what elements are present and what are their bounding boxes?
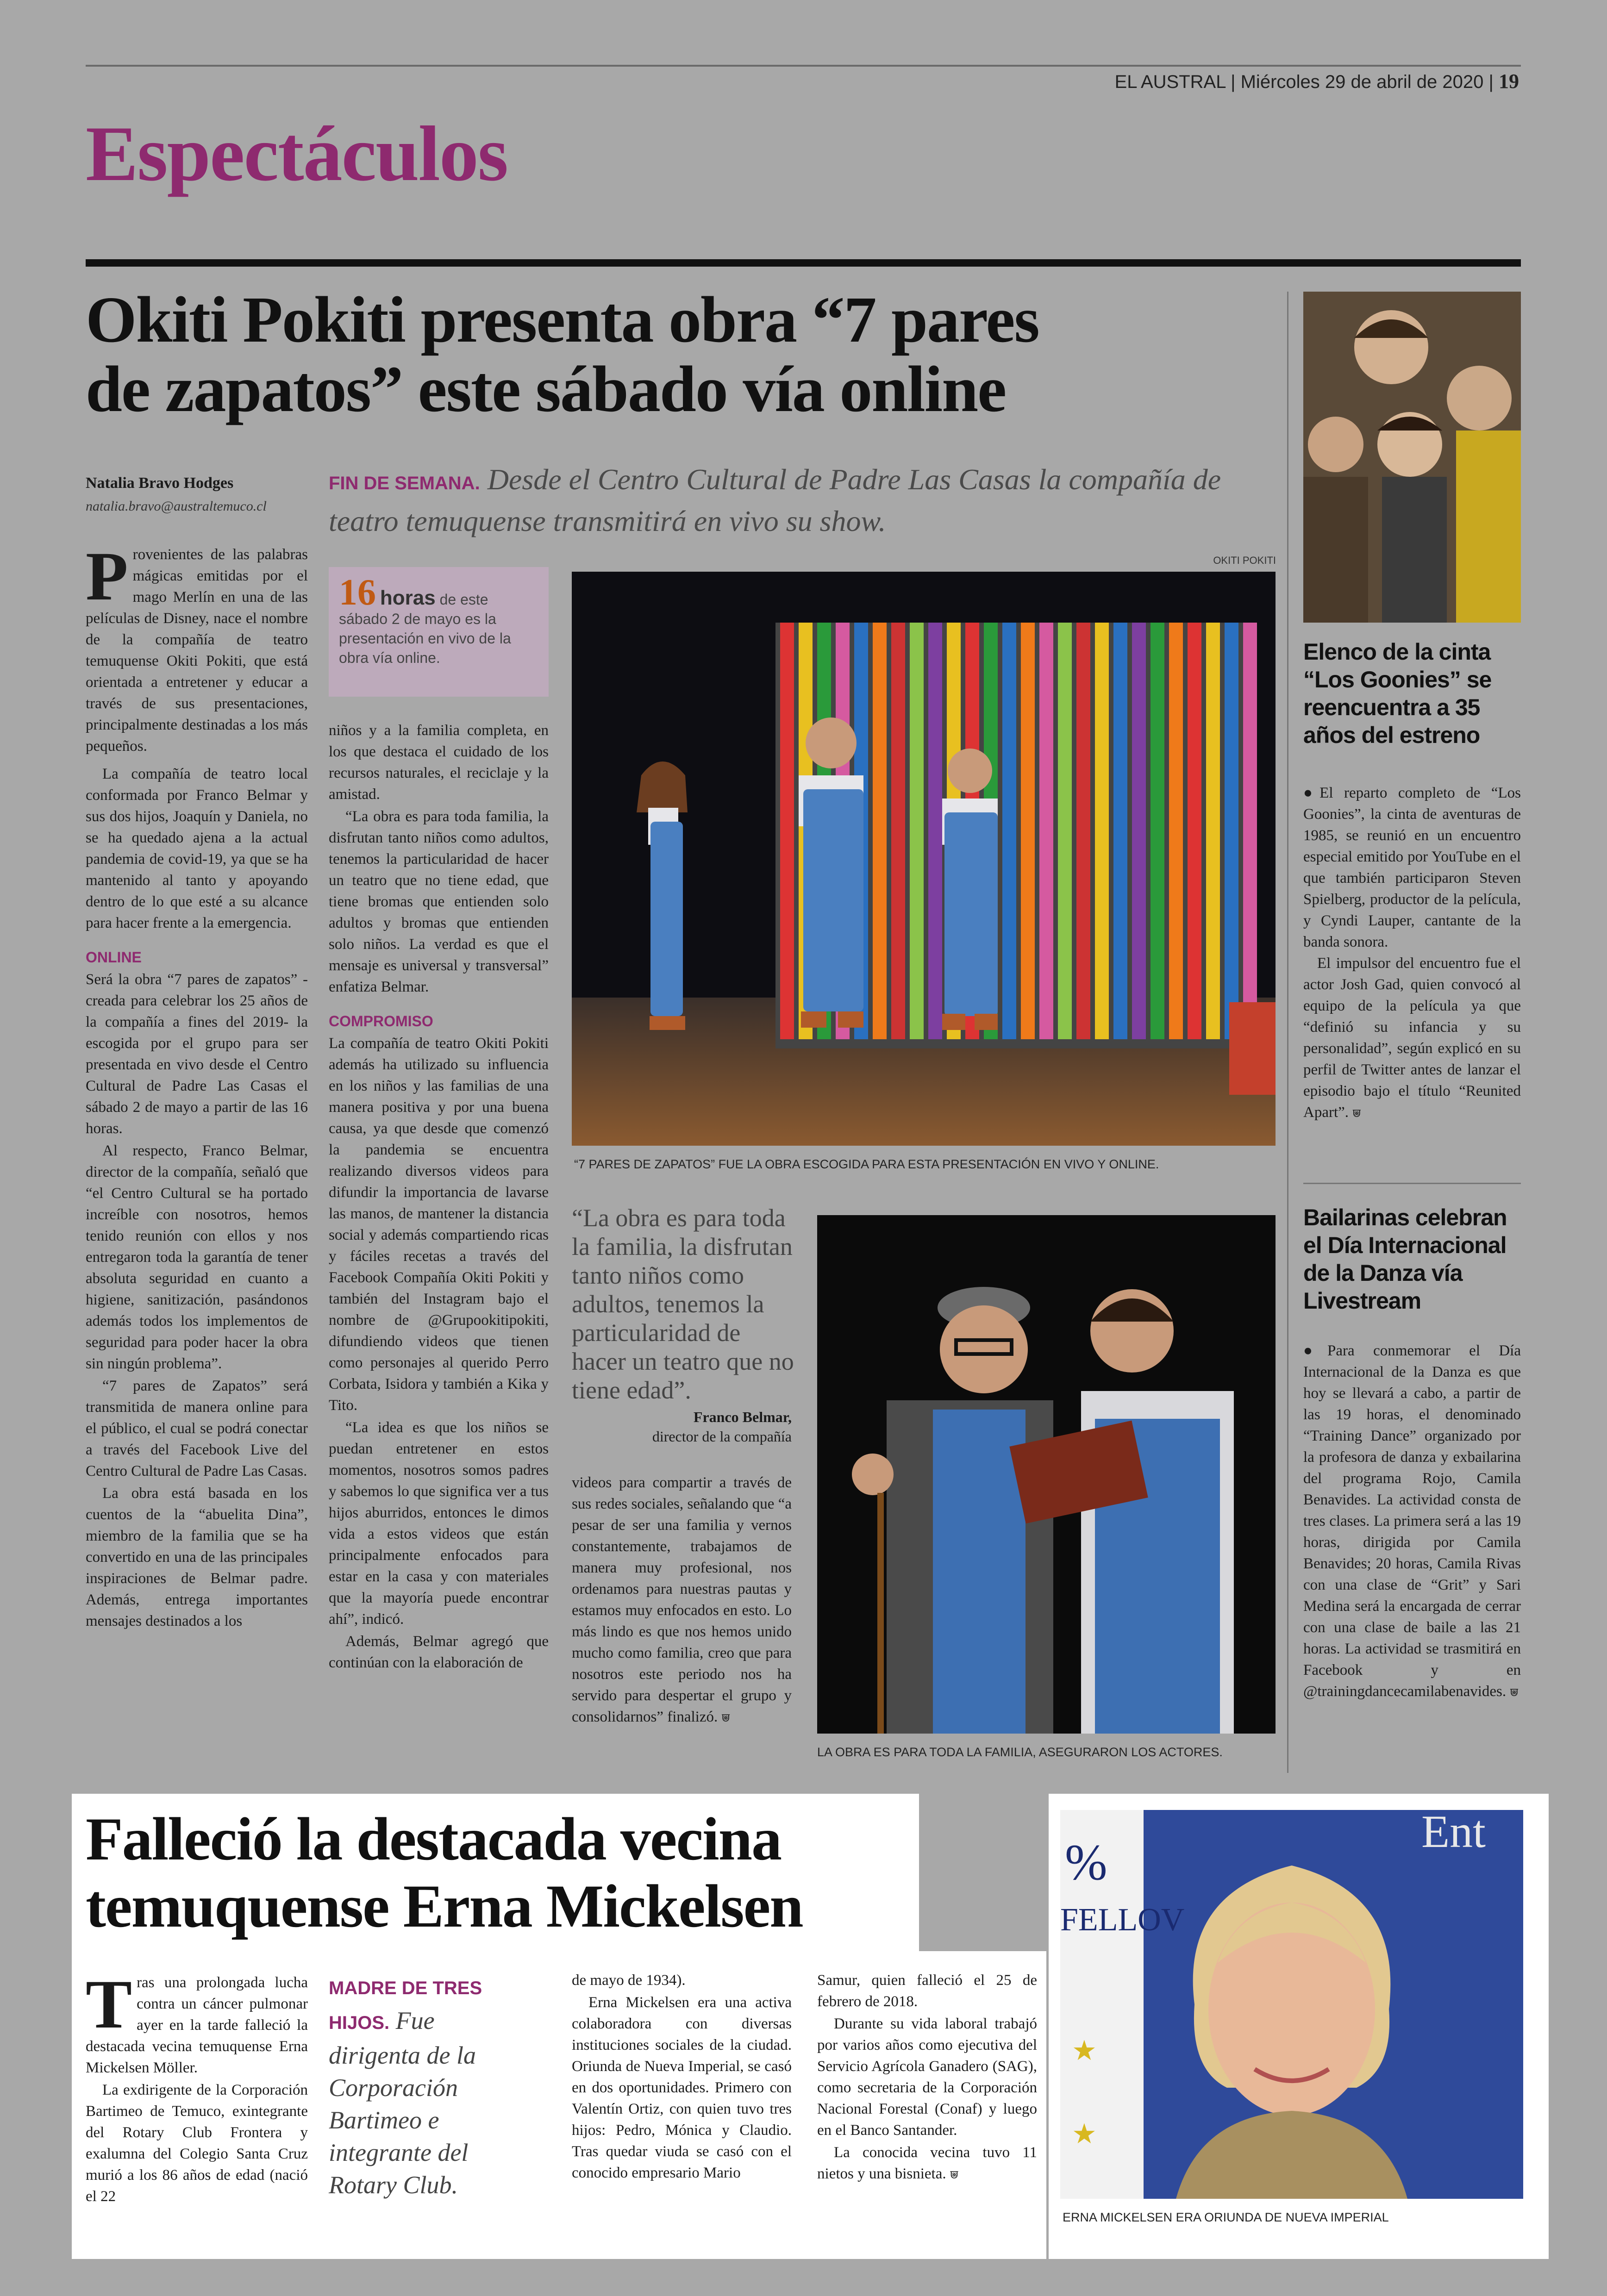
stage-photo bbox=[572, 572, 1276, 1146]
obituary-column-3 bbox=[817, 1970, 1037, 2186]
byline-author: Natalia Bravo Hodges bbox=[86, 474, 234, 492]
paragraph: Durante su vida laboral trabajó por varios años como ejecutiva del Servicio Agrícola Ganadero (SAG), como secretaria de la Corporación Nacional Forestal (Conaf) y luego en el Banco Santander. bbox=[817, 2015, 1037, 2139]
sidebar-divider bbox=[1287, 292, 1288, 1773]
masthead-paper: EL AUSTRAL bbox=[1114, 72, 1226, 92]
subheading-compromiso: COMPROMISO bbox=[329, 1013, 433, 1029]
fact-box bbox=[329, 567, 549, 697]
sign-text-top: Ent bbox=[1421, 1810, 1486, 1857]
top-rule bbox=[86, 65, 1521, 67]
paragraph: La obra está basada en los cuentos de la “abuelita Dina”, miembro de la familia que se ha convertido en una de las principales inspiraciones de Belmar padre. Además, entrega importantes mensajes destinados a los bbox=[86, 1485, 308, 1629]
kicker-tag: FIN DE SEMANA. bbox=[329, 473, 480, 493]
quote-attribution bbox=[572, 1407, 792, 1446]
portrait-caption: ERNA MICKELSEN ERA ORIUNDA DE NUEVA IMPERIAL bbox=[1063, 2210, 1389, 2224]
end-mark-icon: ⩐ bbox=[1510, 1684, 1519, 1699]
sidebar-headline-1: Elenco de la cinta “Los Goonies” se reencuentra a 35 años del estreno bbox=[1303, 639, 1492, 748]
masthead-date: Miércoles 29 de abril de 2020 bbox=[1240, 72, 1484, 92]
actors-photo bbox=[817, 1215, 1276, 1734]
goonies-photo bbox=[1303, 292, 1521, 623]
paragraph: Samur, quien falleció el 25 de febrero de 2018. bbox=[817, 1972, 1037, 2010]
article-column-3 bbox=[572, 1472, 792, 1729]
portrait-illustration bbox=[1060, 1810, 1523, 2199]
paragraph: Erna Mickelsen era una activa colaboradora con diversas instituciones sociales de la ciudad. Oriunda de Nueva Imperial, se casó en dos oportunidades. Primero con Valentín Ortiz, con quien tuvo tres hijos: Pedro, Mónica y Claudio. Tras quedar viuda se casó con el conocido empresario Mario bbox=[572, 1994, 792, 2181]
paragraph: ●El reparto completo de “Los Goonies”, la cinta de aventuras de 1985, se reunió en un encuentro especial emitido por YouTube en el que también participaron Steven Spielberg, productor de la película, y Cyndi Lauper, cantante de la banda sonora. bbox=[1303, 785, 1521, 950]
drop-cap: T bbox=[86, 1966, 132, 2043]
sidebar-headline-2: Bailarinas celebran el Día Internacional de la Danza vía Livestream bbox=[1303, 1204, 1507, 1314]
obituary-column-1 bbox=[86, 1966, 308, 2208]
byline-email[interactable]: natalia.bravo@australtemuco.cl bbox=[86, 499, 267, 514]
quote-author: Franco Belmar, bbox=[693, 1409, 792, 1425]
pull-quote: “La obra es para toda la familia, la disfrutan tanto niños como adultos, tenemos la particularidad de hacer un teatro que no tiene edad”. bbox=[572, 1204, 794, 1404]
paragraph: Además, Belmar agregó que continúan con la elaboración de bbox=[329, 1633, 549, 1671]
paragraph: El impulsor del encuentro fue el actor Josh Gad, quien convocó al equipo de la película ya que “definió su infancia y su personalidad”, según explicó en su perfil de Twitter antes de lanzar el episodio bajo el título “Reunited Apart”. ⩐ bbox=[1303, 955, 1521, 1121]
actors-photo-caption: LA OBRA ES PARA TODA LA FAMILIA, ASEGURARON LOS ACTORES. bbox=[817, 1745, 1223, 1759]
fact-unit: horas bbox=[380, 586, 436, 609]
section-title: Espectáculos bbox=[86, 110, 507, 197]
star-icon: ★ bbox=[1072, 2119, 1097, 2149]
headline-line-2: de zapatos” este sábado vía online bbox=[86, 352, 1006, 425]
paragraph: niños y a la familia completa, en los que destaca el cuidado de los recursos naturales, el reciclaje y la amistad. bbox=[329, 722, 549, 803]
paragraph: ●Para conmemorar el Día Internacional de la Danza es que hoy se llevará a cabo, a partir de las 19 horas, el denominado “Training Dance” organizado por la profesora de danza y exbailarina del programa Rojo, Camila Benavides. La actividad consta de tres clases. La primera será a las 19 horas, dirigida por Camila Benavides; 20 horas, Camila Rivas con una clase de “Grit” y Sari Medina será la encargada de cerrar con una clase de baile a las 21 horas. La actividad se trasmitirá en Facebook y en @trainingdancecamilabenavides. ⩐ bbox=[1303, 1342, 1521, 1700]
sidebar-story-2 bbox=[1303, 1340, 1521, 1703]
paragraph: La compañía de teatro Okiti Pokiti además ha utilizado su influencia en los niños y las familias de una manera positiva y por una buena causa, ya que desde que comenzó la pandemia se encuentra realizando diversos videos para difundir la importancia de lavarse las manos, de mantener la distancia social y además compartiendo ricas y fáciles recetas a través del Facebook Compañía Okiti Pokiti y también del Instagram bajo el nombre de @Grupookitipokiti, difundiendo videos que tienen como personajes al querido Perro Corbata, Isidora y también a Kika y Tito. bbox=[329, 1035, 549, 1414]
stage-illustration bbox=[572, 572, 1276, 1146]
sidebar-separator bbox=[1303, 1183, 1521, 1184]
drop-cap: P bbox=[86, 538, 128, 615]
sign-text-left-2: FELLOV bbox=[1060, 1902, 1185, 1938]
masthead: EL AUSTRAL | Miércoles 29 de abril de 2020 | 19 bbox=[1114, 70, 1519, 93]
goonies-illustration bbox=[1303, 292, 1521, 623]
paragraph: de mayo de 1934). bbox=[572, 1972, 686, 1989]
paragraph: Tras una prolongada lucha contra un cáncer pulmonar ayer en la tarde falleció la destacada vecina temuquense Erna Mickelsen Möller. bbox=[86, 1966, 308, 2076]
obituary-column-2 bbox=[572, 1970, 792, 2184]
quote-role: director de la compañía bbox=[652, 1428, 792, 1445]
headline-line-1: Okiti Pokiti presenta obra “7 pares bbox=[86, 283, 1039, 356]
paragraph: La exdirigente de la Corporación Bartimeo de Temuco, exintegrante del Rotary Club Frontera y exalumna del Colegio Santa Cruz murió a los 86 años de edad (nació el 22 bbox=[86, 2082, 308, 2205]
page-number: 19 bbox=[1499, 70, 1519, 93]
main-headline bbox=[86, 285, 1243, 424]
article-kicker bbox=[329, 461, 1282, 540]
end-mark-icon: ⩐ bbox=[950, 2166, 959, 2182]
paragraph: Al respecto, Franco Belmar, director de la compañía, señaló que “el Centro Cultural se ha portado increíble con nosotros, hemos tenido reunión con ellos y nos entregaron toda la garantía de tener absoluta seguridad en cuanto a higiene, sanitización, pasándonos además todos los implementos de seguridad para poder hacer la obra sin ningún problema”. bbox=[86, 1142, 308, 1372]
obituary-headline bbox=[86, 1805, 919, 1940]
paragraph: videos para compartir a través de sus redes sociales, señalando que “a pesar de ser una familia y vernos constantemente, trabajamos de manera muy profesional, nos ordenamos para nuestras pautas y estamos muy enfocados en esto. Lo más lindo es que nos hemos unido mucho como familia, creo que para nosotros este periodo nos ha servido para despertar el grupo y consolidarnos” finalizó. ⩐ bbox=[572, 1474, 792, 1725]
paragraph: “7 pares de Zapatos” será transmitida de manera online para el público, el cual se podrá conectar a través del Facebook Live del Centro Cultural de Padre Las Casas. bbox=[86, 1378, 308, 1479]
photo-credit: OKITI POKITI bbox=[1213, 555, 1276, 566]
paragraph: “La idea es que los niños se puedan entretener en estos momentos, nosotros somos padres y sabemos lo que significa ver a tus hijos aburridos, entonces le dimos vida a estos videos que están principalmente enfocados para estar en la casa y con materiales que la mayoría puede encontrar ahí”, indicó. bbox=[329, 1419, 549, 1628]
paragraph: “La obra es para toda familia, la disfrutan tanto niños como adultos, tenemos la particularidad de hacer un teatro que no tiene edad, que tiene bromas que entienden solo adultos y bromas que entienden solo niños. La verdad es que el mensaje es universal y transversal” enfatiza Belmar. bbox=[329, 808, 549, 995]
stage-photo-caption: “7 PARES DE ZAPATOS” FUE LA OBRA ESCOGIDA PARA ESTA PRESENTACIÓN EN VIVO Y ONLINE. bbox=[574, 1157, 1159, 1171]
actors-illustration bbox=[817, 1215, 1276, 1734]
obituary-kicker-text: Fue dirigenta de la Corporación Bartimeo e integrante del Rotary Club. bbox=[329, 2007, 476, 2199]
portrait-photo bbox=[1060, 1810, 1523, 2199]
obituary-kicker bbox=[329, 1970, 514, 2201]
obituary-headline-line-1: Falleció la destacada vecina bbox=[86, 1805, 782, 1873]
paragraph: La conocida vecina tuvo 11 nietos y una bisnieta. ⩐ bbox=[817, 2144, 1037, 2182]
end-mark-icon: ⩐ bbox=[721, 1710, 730, 1725]
fact-number: 16 bbox=[339, 572, 376, 613]
sidebar-story-1 bbox=[1303, 782, 1521, 1123]
sign-text-left-1: % bbox=[1065, 1834, 1107, 1890]
paragraph: Será la obra “7 pares de zapatos” -creada para celebrar los 25 años de la compañía a fines del 2019- la escogida por el grupo para ser presentada en vivo desde el Centro Cultural de Padre Las Casas el sábado 2 de mayo a partir de las 16 horas. bbox=[86, 971, 308, 1137]
subheading-online: ONLINE bbox=[86, 949, 142, 966]
kicker-text: Desde el Centro Cultural de Padre Las Casas la compañía de teatro temuquense transmitirá en vivo su show. bbox=[329, 463, 1221, 537]
red-box bbox=[1229, 1002, 1276, 1095]
obituary-headline-line-2: temuquense Erna Mickelsen bbox=[86, 1872, 803, 1940]
paragraph: Provenientes de las palabras mágicas emitidas por el mago Merlín en una de las películas de Disney, nace el nombre de la compañía de teatro temuquense Okiti Pokiti, que está orientada a entretener y educar a través de sus presentaciones, principalmente destinadas a los más pequeños. bbox=[86, 538, 308, 755]
fact-text: de este sábado 2 de mayo es la presentación en vivo de la obra vía online. bbox=[339, 591, 511, 666]
star-icon: ★ bbox=[1072, 2035, 1097, 2066]
section-rule bbox=[86, 259, 1521, 267]
paragraph: La compañía de teatro local conformada por Franco Belmar y sus dos hijos, Joaquín y Daniela, no se ha quedado ajena a la actual pandemia de covid-19, ya que se ha mantenido al tanto y apoyando dentro de lo que esté a su alcance para hacer frente a la emergencia. bbox=[86, 766, 308, 931]
obituary-kicker-tag: MADRE DE TRES HIJOS. bbox=[329, 1978, 482, 2033]
article-column-2 bbox=[329, 720, 549, 1674]
end-mark-icon: ⩐ bbox=[1352, 1105, 1361, 1120]
article-column-1 bbox=[86, 538, 308, 1633]
